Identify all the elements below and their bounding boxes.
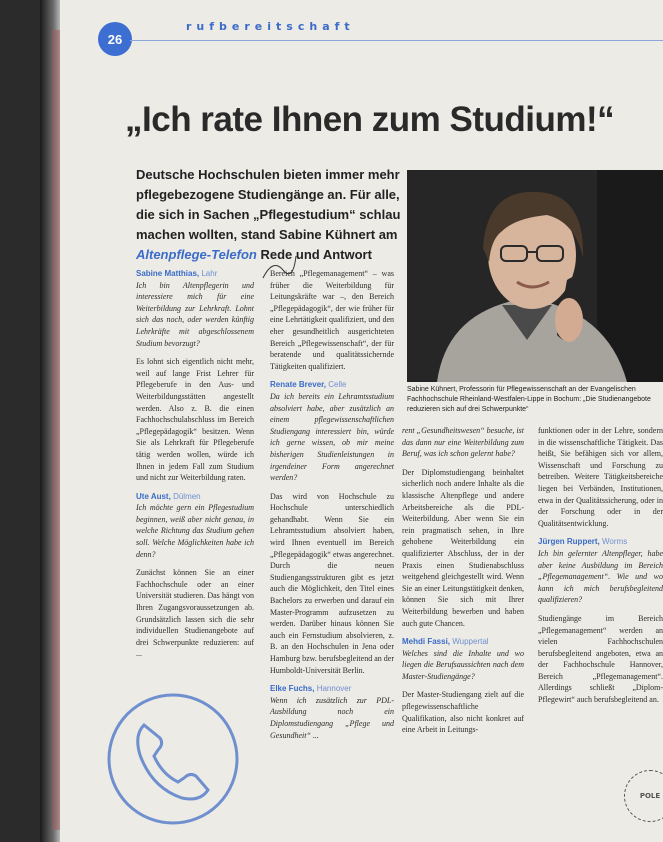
- section-rubric: rufbereitschaft: [186, 20, 355, 33]
- question-author: Jürgen Ruppert, Worms: [538, 537, 628, 547]
- question-text: rent „Gesundheitswesen“ besuche, ist das dann nur eine Weiterbildung zum Beruf, was ich schon gelernt habe?: [402, 426, 524, 459]
- answer-text: Der Diplomstudiengang beinhaltet sicherlich noch andere Inhalte als die klassische Altenpflege und andere Arbeitsbereiche als die PDL-Weiterbildung. Aber wenn Sie ein rein pragmatisch sehen, in Ihre gehobene Weiterbildung ein qualifizierter Abschluss, der in der Praxis einen Studienabschluss weitgehend gleichgestellt wird. Wenn Sie an einer Leitungstätigkeit denken, können Sie sich mit Ihrer Weiterbildung bewerben und haben auch gute Chancen.: [402, 467, 524, 628]
- answer-text: Der Master-Studiengang zielt auf die pflegewissenschaftliche Qualifikation, also nicht konkret auf eine Arbeit in Leitungs-: [402, 690, 524, 735]
- question-text: Ich bin gelernter Altenpfleger, habe aber keine Ausbildung im Bereich „Pflegemanagement“. Wie und wo kann ich mich berufsbegleitend qualifizieren?: [538, 548, 663, 605]
- question-text: Welches sind die Inhalte und wo liegen die Berufsaussichten nach dem Master-Studiengänge?: [402, 648, 524, 681]
- answer-text: Studiengänge im Bereich „Pflegemanagement“ werden an vielen Fachhochschulen berufsbegleitend angeboten, etwa an der Fachhochschule Hannover, Bereich „Pflegemanagement“. Allerdings schließt „Diplom-Pflegewirt“ auch berufsbegleitend an.: [538, 613, 663, 705]
- header-rule: [130, 40, 663, 41]
- page-stack-edge: [52, 30, 60, 830]
- question-text: Wenn ich zusätzlich zur PDL-Ausbildung noch ein Diplomstudiengang „Pflege und Gesundheit“ ...: [270, 695, 394, 740]
- question-author: Sabine Matthias, Lahr: [136, 269, 218, 278]
- lead-text-1: Deutsche Hochschulen bieten immer mehr pflegebezogene Studiengänge an. Für alle, die sich in Sachen „Pflegestudium“ schlau machen wollten, stand Sabine Kühnert am: [136, 167, 401, 242]
- stamp-mark: POLE: [624, 770, 663, 822]
- portrait-photo: [407, 170, 663, 382]
- column-4: [538, 425, 663, 713]
- answer-text: Es lohnt sich eigentlich nicht mehr, weil auf lange Frist Lehrer für Pflegeberufe in den Aus- und Weiterbildungsstätten angestellt werden. Also z. B. die einen Fachhochschulabschluss im Bereich „Pflegepädagogik“ besitzen. Wenn Sie als Lehrkraft für Pflegeberufe tätig werden wollen, würde ich Ihnen in jedem Fall zum Studium und nicht zur Weiterbildung raten.: [136, 357, 254, 483]
- column-3: [402, 425, 524, 743]
- portrait-illustration: [407, 170, 663, 382]
- question-author: Renate Brever, Celle: [270, 380, 347, 390]
- telephone-icon: [104, 690, 242, 828]
- question-author: Mehdi Fassi, Wuppertal: [402, 637, 489, 647]
- photo-caption: Sabine Kühnert, Professorin für Pflegewissenschaft an der Evangelischen Fachhochschule Rheinland-Westfalen-Lippe in Bochum: „Die Studienangebote reduzieren sich auf drei Schwerpunkte“: [407, 386, 651, 413]
- question-text: Da ich bereits ein Lehramtsstudium absolviert habe, aber zusätzlich an einem pflegewissenschaftlichen Studiengang interessiert bin, würde ich gerne wissen, ob mir meine bisherigen Studienleistungen in irgendeiner Form angerechnet werden?: [270, 391, 394, 483]
- answer-text: Bereich „Pflegemanagement“ – was früher die Weiterbildung für Leitungskräfte war –, den Bereich „Pflegepädagogik“, der wie früher für eine Lehrtätigkeit qualifiziert, und den eher gesundheitlich ausgerichteten Bereich „Pflegewissenschaft“, der für beratende und qualitätssichernde Tätigkeiten qualifiziert.: [270, 269, 394, 371]
- column-2: [270, 268, 394, 748]
- lead-text-2: Rede und Antwort: [256, 247, 372, 262]
- question-text: Ich bin Altenpflegerin und interessiere mich für eine Weiterbildung zur Lehrkraft. Lohnt sich das noch, oder werden künftig Lehrkräfte mit abgeschlossenem Studium bevorzugt?: [136, 280, 254, 348]
- answer-text: Zunächst können Sie an einer Fachhochschule oder an einer Universität studieren. Das hängt von Ihren Zugangsvoraussetzungen ab. Grundsätzlich lassen sich die sehr individuellen Studienangebote auf drei Schwerpunkte reduzieren: auf ...: [136, 568, 254, 659]
- lead-magazine: Altenpflege-Telefon: [136, 247, 257, 262]
- question-author: Elke Fuchs, Hannover: [270, 684, 352, 694]
- answer-text: funktionen oder in der Lehre, sondern in die wissenschaftliche Tätigkeit. Das heißt, Sie befähigen sich vor allem, Wissenschaft und Forschung zu betreiben. Weitere Tätigkeitsbereiche liegen bei Verbänden, Institutionen, etwa in der Qualitätssicherung, oder in der Forschung oder in der Qualitätsentwicklung.: [538, 426, 663, 528]
- question-author: Ute Aust, Dülmen: [136, 491, 201, 501]
- column-1: [136, 268, 254, 667]
- page-number-badge: 26: [98, 22, 132, 56]
- question-text: Ich möchte gern ein Pflegestudium beginnen, weiß aber nicht genau, in welche Richtung das Studium gehen soll. Welche Möglichkeiten habe ich denn?: [136, 503, 254, 559]
- headline: „Ich rate Ihnen zum Studium!“: [125, 100, 615, 139]
- answer-text: Das wird von Hochschule zu Hochschule unterschiedlich gehandhabt. Wenn Sie ein Lehramtsstudium absolviert haben, wird Ihnen eventuell im Bereich „Pflegepädagogik“ etwas angerechnet. Durch die neuen Studiengangsstrukturen gibt es jetzt auch die Möglichkeit, den Titel eines Bachelors zu erwerben und darauf ein Master-Programm aufzusetzen zu werden. Darüber hinaus können Sie auch ein Fernstudium absolvieren, z. B. an den Hochschulen in Jena oder Hamburg bzw. berufsbegleitend an der Humboldt-Universität Berlin.: [270, 491, 394, 675]
